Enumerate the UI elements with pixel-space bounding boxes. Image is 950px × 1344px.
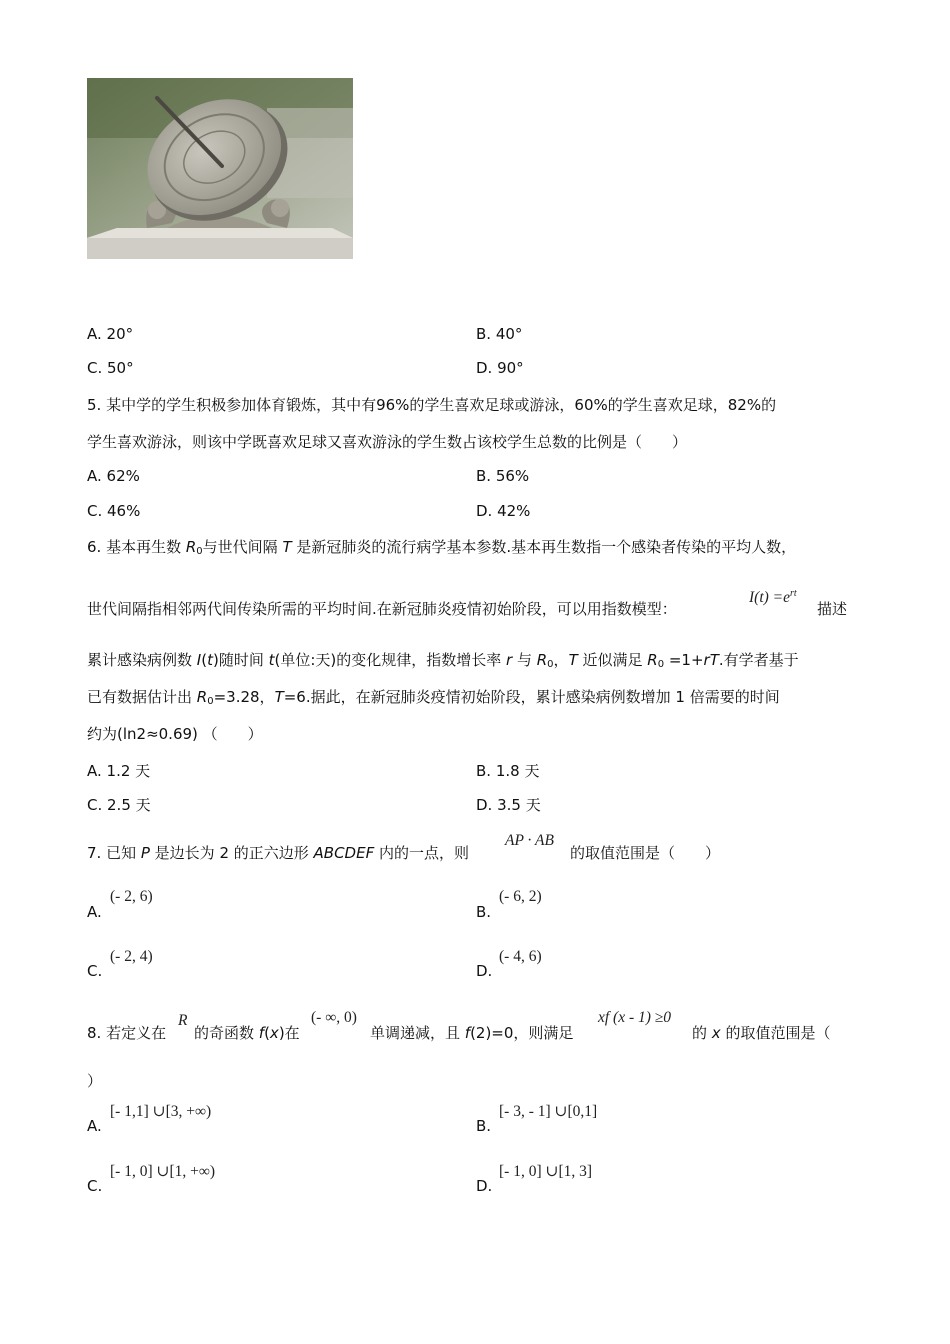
q8-label-b: B.: [476, 1117, 492, 1135]
q4-option-a: A. 20°: [87, 325, 134, 343]
q5-stem-line2: 学生喜欢游泳，则该中学既喜欢足球又喜欢游泳的学生数占该校学生总数的比例是（ ）: [87, 433, 688, 451]
q7-label-c: C.: [87, 962, 103, 980]
q6-option-c: C. 2.5 天: [87, 796, 151, 814]
q8-stem-b: 的奇函数 f(x)在: [194, 1024, 300, 1042]
q6-stem-line5: 约为(ln2≈0.69) （ ）: [87, 725, 263, 743]
q8-option-d: [- 1, 0] ∪[1, 3]: [499, 1163, 593, 1180]
q8-label-c: C.: [87, 1177, 103, 1195]
q8-label-d: D.: [476, 1177, 493, 1195]
q5-option-d: D. 42%: [476, 502, 531, 520]
sundial-photo: [87, 78, 353, 259]
q8-domain-R: R: [178, 1012, 188, 1029]
q5-option-a: A. 62%: [87, 467, 140, 485]
q8-stem-line2: ）: [87, 1072, 103, 1090]
q8-interval: (- ∞, 0): [311, 1009, 357, 1026]
q7-option-d: (- 4, 6): [499, 948, 542, 965]
q8-condition: xf (x - 1) ≥0: [598, 1009, 672, 1026]
q7-option-a: (- 2, 6): [110, 888, 153, 905]
q5-option-c: C. 46%: [87, 502, 141, 520]
q6-option-d: D. 3.5 天: [476, 796, 541, 814]
q6-stem-line2-end: 描述: [817, 600, 848, 618]
q8-stem-c: 单调递减，且 f(2)=0，则满足: [370, 1024, 574, 1042]
q8-option-a: [- 1,1] ∪[3, +∞): [110, 1103, 212, 1120]
q5-option-b: B. 56%: [476, 467, 530, 485]
q7-option-c: (- 2, 4): [110, 948, 153, 965]
q7-label-b: B.: [476, 903, 492, 921]
q5-stem-line1: 5. 某中学的学生积极参加体育锻炼，其中有96%的学生喜欢足球或游泳，60%的学生喜欢足球，82%的: [87, 396, 777, 414]
q4-option-b: B. 40°: [476, 325, 523, 343]
q6-model-formula: $I(t) =e^{rt}$: [749, 588, 797, 606]
q4-option-d: D. 90°: [476, 359, 524, 377]
q4-option-c: C. 50°: [87, 359, 134, 377]
q6-option-b: B. 1.8 天: [476, 762, 540, 780]
q7-stem-b: 的取值范围是（ ）: [570, 844, 721, 862]
q7-label-a: A.: [87, 903, 102, 921]
q8-option-b: [- 3, - 1] ∪[0,1]: [499, 1103, 598, 1120]
q6-option-a: A. 1.2 天: [87, 762, 151, 780]
q6-stem-line4: 已有数据估计出 $R_0=3.28$，T=6.据此，在新冠肺炎疫情初始阶段，累计感染病例数增加 1 倍需要的时间: [87, 688, 780, 707]
q8-option-c: [- 1, 0] ∪[1, +∞): [110, 1163, 216, 1180]
q7-option-b: (- 6, 2): [499, 888, 542, 905]
q8-stem-a: 8. 若定义在: [87, 1024, 167, 1042]
q6-stem-line2: 世代间隔指相邻两代间传染所需的平均时间.在新冠肺炎疫情初始阶段，可以用指数模型：: [87, 600, 677, 618]
q7-dot-product: AP · AB: [505, 832, 554, 849]
q8-label-a: A.: [87, 1117, 102, 1135]
q7-label-d: D.: [476, 962, 493, 980]
q6-stem-line3: 累计感染病例数 I(t)随时间 t(单位:天)的变化规律，指数增长率 r 与 $R_0$，T 近似满足 $R_0 =1+rT$.有学者基于: [87, 651, 799, 670]
q7-stem-a: 7. 已知 P 是边长为 2 的正六边形 ABCDEF 内的一点，则: [87, 844, 469, 862]
q6-stem-line1: 6. 基本再生数 $R_0$与世代间隔 T 是新冠肺炎的流行病学基本参数.基本再生数指一个感染者传染的平均人数，: [87, 538, 797, 557]
q8-stem-d: 的 x 的取值范围是（: [692, 1024, 831, 1042]
